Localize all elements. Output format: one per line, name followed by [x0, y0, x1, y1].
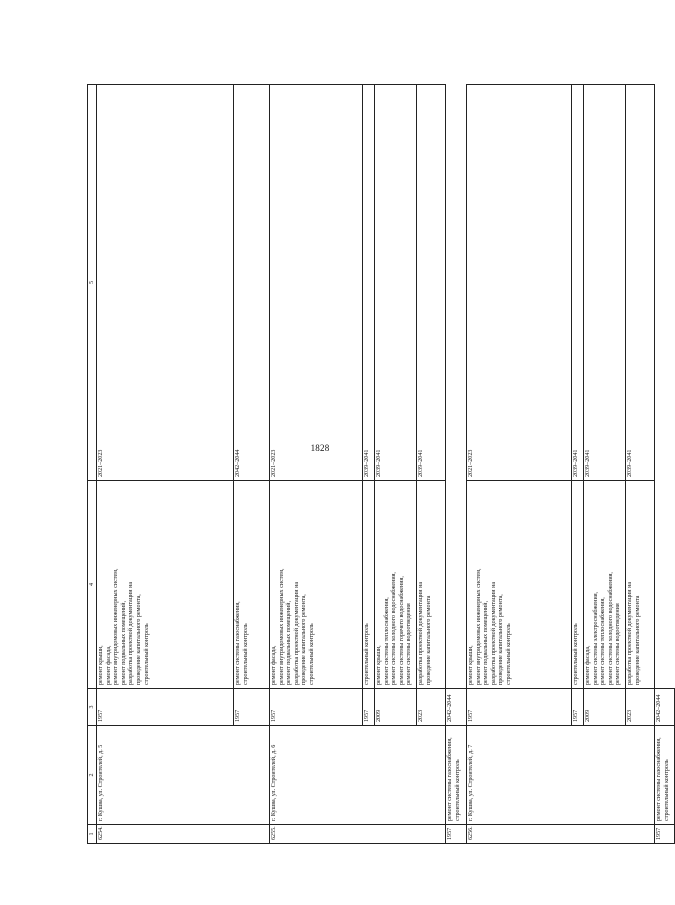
work-line: ремонт системы холодного водоснабжения,	[391, 572, 398, 685]
work-line: строительный контроль	[143, 623, 150, 685]
work-line: ремонт фасада,	[585, 645, 591, 685]
work-description	[234, 481, 270, 689]
work-line: ремонт подвальных помещений,	[120, 600, 127, 685]
work-description	[572, 481, 584, 689]
work-line: строительный контроль	[242, 623, 249, 685]
entry-address: г. Кушва, ул. Строителей, д. 6	[270, 726, 446, 825]
work-line: строительный контроль	[573, 623, 579, 685]
rotated-table-wrapper	[87, 85, 670, 844]
work-line: проведение капитального ремонта,	[135, 594, 142, 685]
header-row	[88, 85, 97, 844]
entry-address: г. Кушва, ул. Строителей, д. 5	[97, 726, 270, 825]
work-description	[467, 481, 572, 689]
work-period: 2039–2041	[375, 85, 417, 481]
table-body	[88, 85, 675, 844]
work-year: 1957	[446, 825, 467, 844]
work-year: 2009	[375, 689, 417, 726]
work-line: строительный контроль	[663, 759, 670, 821]
work-period: 2042–2044	[446, 689, 467, 726]
work-period: 2021–2023	[467, 85, 572, 481]
work-line: строительный контроль	[505, 623, 512, 685]
work-period: 2021–2023	[97, 85, 234, 481]
work-line: ремонт крыши,	[98, 645, 104, 685]
work-year: 2023	[417, 689, 446, 726]
work-line: ремонт системы газоснабжения,	[447, 737, 453, 821]
work-year: 1957	[467, 689, 572, 726]
header-cell: 3	[88, 689, 97, 726]
work-line: строительный контроль	[454, 759, 461, 821]
work-line: ремонт системы теплоснабжения,	[600, 597, 607, 685]
work-line: ремонт системы водоотведения	[406, 603, 413, 685]
work-line: ремонт системы теплоснабжения,	[383, 597, 390, 685]
entry-address: г. Кушва, ул. Строителей, д. 7	[467, 726, 655, 825]
work-period: 2021–2023	[270, 85, 363, 481]
table-row	[97, 85, 234, 844]
work-year: 1957	[234, 689, 270, 726]
work-line: проведение капитального ремонта,	[498, 594, 505, 685]
work-line: ремонт внутридомовых инженерных систем,	[113, 568, 120, 685]
work-line: разработка проектной документации на	[418, 581, 424, 685]
work-description	[97, 481, 234, 689]
work-line: проведение капитального ремонта	[634, 595, 641, 685]
work-period: 2039–2041	[626, 85, 655, 481]
work-description	[375, 481, 417, 689]
entry-number: 6255.	[270, 825, 446, 844]
work-line: ремонт фасада,	[105, 645, 112, 685]
work-period: 2039–2041	[363, 85, 375, 481]
work-description	[584, 481, 626, 689]
work-period: 2042–2044	[234, 85, 270, 481]
work-line: разработка проектной документации на	[293, 581, 300, 685]
header-cell: 2	[88, 726, 97, 825]
work-year: 2009	[584, 689, 626, 726]
table-row	[655, 85, 675, 844]
repair-schedule-table	[87, 84, 675, 844]
table-row	[446, 85, 467, 844]
work-period: 2039–2041	[572, 85, 584, 481]
work-line: разработка проектной документации на	[128, 581, 135, 685]
work-line: разработка проектной документации на	[490, 581, 497, 685]
work-line: проведение капитального ремонта	[425, 595, 432, 685]
work-description	[270, 481, 363, 689]
work-description	[446, 726, 467, 825]
work-year: 2023	[626, 689, 655, 726]
work-year: 1957	[655, 825, 675, 844]
work-description	[626, 481, 655, 689]
work-line: ремонт внутридомовых инженерных систем,	[475, 568, 482, 685]
work-year: 1957	[97, 689, 234, 726]
work-line: ремонт системы электроснабжения,	[592, 591, 599, 685]
header-cell: 4	[88, 481, 97, 689]
work-period: 2042–2044	[655, 689, 675, 726]
table-row	[467, 85, 572, 844]
work-year: 1957	[270, 689, 363, 726]
page-number: 1828	[310, 443, 330, 453]
work-period: 2039–2041	[584, 85, 626, 481]
work-line: строительный контроль	[364, 623, 370, 685]
table-row	[270, 85, 363, 844]
work-line: ремонт внутридомовых инженерных систем,	[278, 568, 285, 685]
work-line: проведение капитального ремонта,	[301, 594, 308, 685]
entry-number: 6256.	[467, 825, 655, 844]
header-cell: 1	[88, 825, 97, 844]
work-description	[417, 481, 446, 689]
work-line: ремонт крыши,	[376, 645, 382, 685]
work-line: разработка проектной документации на	[627, 581, 633, 685]
work-description	[655, 726, 675, 825]
work-line: ремонт крыши,	[468, 645, 474, 685]
work-line: ремонт системы холодного водоснабжения,	[607, 572, 614, 685]
work-line: строительный контроль	[308, 623, 315, 685]
work-line: ремонт системы горячего водоснабжения,	[398, 576, 405, 685]
work-period: 2039–2041	[417, 85, 446, 481]
work-line: ремонт системы водоотведения	[615, 603, 622, 685]
work-line: ремонт фасада,	[271, 645, 277, 685]
work-line: ремонт подвальных помещений,	[483, 600, 490, 685]
work-description	[363, 481, 375, 689]
work-year: 1957	[363, 689, 375, 726]
work-line: ремонт системы газоснабжения,	[235, 601, 241, 685]
work-line: ремонт подвальных помещений,	[286, 600, 293, 685]
entry-number: 6254.	[97, 825, 270, 844]
header-cell: 5	[88, 85, 97, 481]
work-line: ремонт системы газоснабжения,	[656, 737, 662, 821]
work-year: 1957	[572, 689, 584, 726]
